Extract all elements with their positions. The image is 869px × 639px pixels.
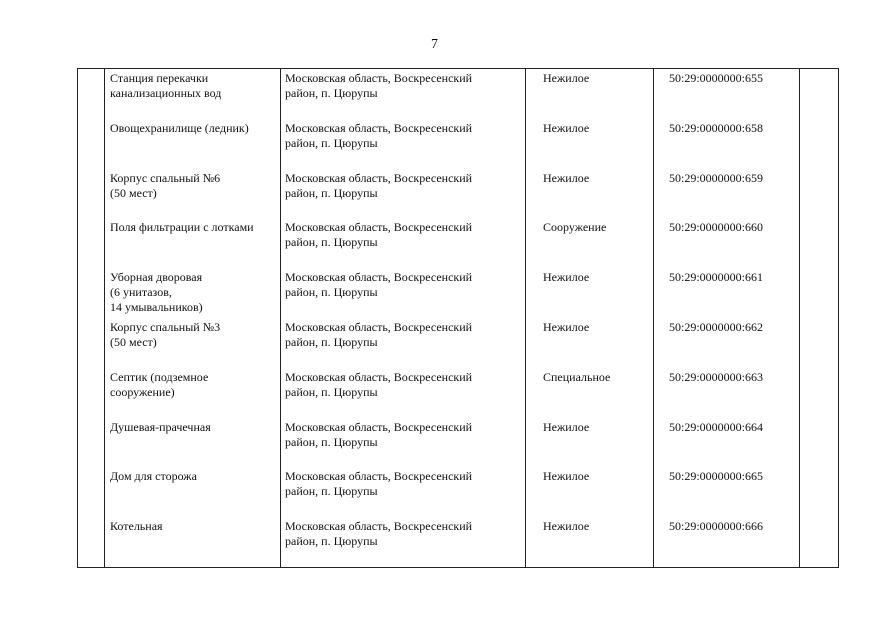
table-row <box>78 517 839 567</box>
cadastral-number-text: 50:29:0000000:660 <box>669 220 764 235</box>
table-row <box>78 268 839 318</box>
address-cell <box>281 368 526 418</box>
address-cell <box>281 119 526 169</box>
row-number-cell <box>78 418 105 468</box>
address-text: Московская область, Воскресенский район, п. Цюрупы <box>285 419 473 449</box>
table-row <box>78 467 839 517</box>
address-cell <box>281 169 526 219</box>
object-type-text: Сооружение <box>543 220 607 235</box>
cadastral-number-text: 50:29:0000000:658 <box>669 120 764 135</box>
cadastral-number-cell <box>654 119 800 169</box>
object-type-text: Специальное <box>543 369 611 384</box>
object-name-text: Септик (подземное сооружение) <box>110 369 209 399</box>
address-cell <box>281 268 526 318</box>
cadastral-number-text: 50:29:0000000:655 <box>669 71 764 85</box>
object-name-cell <box>105 268 281 318</box>
table-row <box>78 69 839 119</box>
object-name-text: Котельная <box>110 519 163 534</box>
object-type-cell <box>526 218 654 268</box>
object-name-cell <box>105 69 281 119</box>
row-number-cell <box>78 268 105 318</box>
cadastral-number-cell <box>654 318 800 368</box>
object-type-cell <box>526 268 654 318</box>
object-name-cell <box>105 218 281 268</box>
object-type-cell <box>526 418 654 468</box>
address-cell <box>281 517 526 567</box>
cadastral-number-cell <box>654 467 800 517</box>
object-name-cell <box>105 418 281 468</box>
cadastral-number-text: 50:29:0000000:665 <box>669 469 764 484</box>
row-number-cell <box>78 318 105 368</box>
object-name-text: Корпус спальный №3 (50 мест) <box>110 319 221 349</box>
notes-cell <box>800 368 839 418</box>
row-number-cell <box>78 368 105 418</box>
notes-cell <box>800 268 839 318</box>
address-cell <box>281 69 526 119</box>
object-type-text: Нежилое <box>543 120 590 135</box>
table-row <box>78 368 839 418</box>
address-text: Московская область, Воскресенский район, п. Цюрупы <box>285 220 473 250</box>
object-name-text: Поля фильтрации с лотками <box>110 220 254 235</box>
table-row <box>78 418 839 468</box>
row-number-cell <box>78 218 105 268</box>
address-text: Московская область, Воскресенский район, п. Цюрупы <box>285 71 473 100</box>
page-number: 7 <box>431 37 438 52</box>
cadastral-number-text: 50:29:0000000:666 <box>669 519 764 534</box>
object-name-cell <box>105 169 281 219</box>
cadastral-number-cell <box>654 218 800 268</box>
address-text: Московская область, Воскресенский район, п. Цюрупы <box>285 469 473 499</box>
table-row <box>78 218 839 268</box>
address-text: Московская область, Воскресенский район, п. Цюрупы <box>285 369 473 399</box>
cadastral-number-cell <box>654 517 800 567</box>
object-type-cell <box>526 368 654 418</box>
object-name-cell <box>105 467 281 517</box>
row-number-cell <box>78 69 105 119</box>
address-text: Московская область, Воскресенский район, п. Цюрупы <box>285 170 473 200</box>
notes-cell <box>800 69 839 119</box>
object-name-cell <box>105 368 281 418</box>
row-number-cell <box>78 119 105 169</box>
object-type-text: Нежилое <box>543 419 590 434</box>
address-text: Московская область, Воскресенский район, п. Цюрупы <box>285 120 473 150</box>
cadastral-number-text: 50:29:0000000:662 <box>669 319 764 334</box>
notes-cell <box>800 467 839 517</box>
object-name-text: Овощехранилище (ледник) <box>110 120 249 135</box>
object-name-text: Уборная дворовая (6 унитазов, 14 умывальников) <box>110 270 203 315</box>
property-table <box>77 68 839 568</box>
object-name-text: Станция перекачки канализационных вод <box>110 71 222 100</box>
cadastral-number-cell <box>654 368 800 418</box>
object-name-text: Дом для сторожа <box>110 469 197 484</box>
object-name-text: Душевая-прачечная <box>110 419 211 434</box>
property-table-body <box>78 69 839 568</box>
object-type-cell <box>526 69 654 119</box>
cadastral-number-cell <box>654 268 800 318</box>
table-row <box>78 119 839 169</box>
address-cell <box>281 418 526 468</box>
row-number-cell <box>78 467 105 517</box>
object-type-cell <box>526 467 654 517</box>
notes-cell <box>800 517 839 567</box>
cadastral-number-text: 50:29:0000000:659 <box>669 170 764 185</box>
row-number-cell <box>78 517 105 567</box>
object-type-cell <box>526 517 654 567</box>
address-text: Московская область, Воскресенский район, п. Цюрупы <box>285 319 473 349</box>
address-cell <box>281 318 526 368</box>
object-name-cell <box>105 119 281 169</box>
table-row <box>78 318 839 368</box>
object-name-cell <box>105 318 281 368</box>
object-name-cell <box>105 517 281 567</box>
address-cell <box>281 218 526 268</box>
cadastral-number-cell <box>654 169 800 219</box>
object-type-text: Нежилое <box>543 519 590 534</box>
notes-cell <box>800 119 839 169</box>
notes-cell <box>800 169 839 219</box>
cadastral-number-text: 50:29:0000000:663 <box>669 369 764 384</box>
object-type-text: Нежилое <box>543 319 590 334</box>
object-name-text: Корпус спальный №6 (50 мест) <box>110 170 221 200</box>
cadastral-number-cell <box>654 418 800 468</box>
object-type-cell <box>526 169 654 219</box>
cadastral-number-text: 50:29:0000000:661 <box>669 270 764 285</box>
object-type-text: Нежилое <box>543 170 590 185</box>
row-number-cell <box>78 169 105 219</box>
object-type-cell <box>526 318 654 368</box>
object-type-text: Нежилое <box>543 71 590 85</box>
notes-cell <box>800 218 839 268</box>
object-type-cell <box>526 119 654 169</box>
cadastral-number-cell <box>654 69 800 119</box>
object-type-text: Нежилое <box>543 270 590 285</box>
object-type-text: Нежилое <box>543 469 590 484</box>
address-text: Московская область, Воскресенский район, п. Цюрупы <box>285 519 473 549</box>
notes-cell <box>800 418 839 468</box>
address-cell <box>281 467 526 517</box>
notes-cell <box>800 318 839 368</box>
table-row <box>78 169 839 219</box>
address-text: Московская область, Воскресенский район, п. Цюрупы <box>285 270 473 300</box>
cadastral-number-text: 50:29:0000000:664 <box>669 419 764 434</box>
